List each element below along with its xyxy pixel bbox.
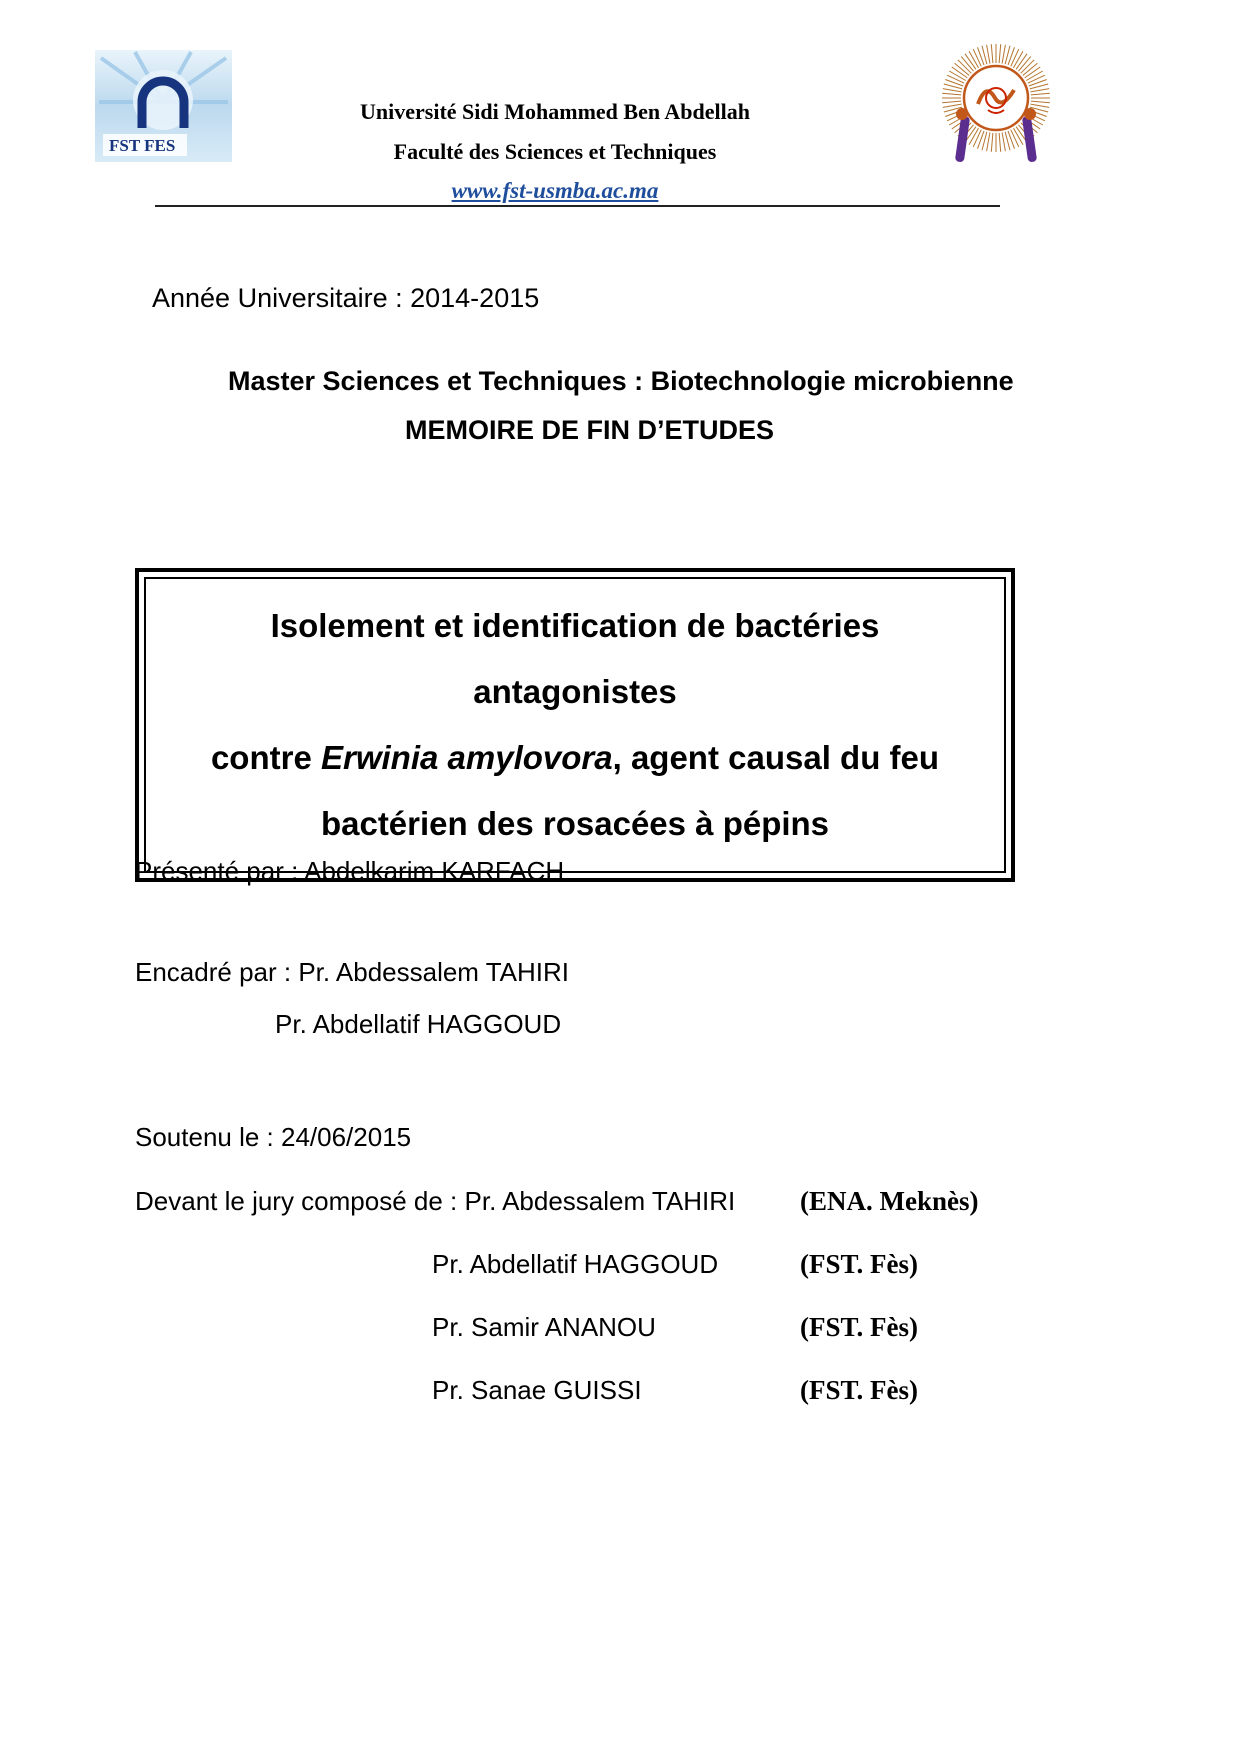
thesis-title-line2-post: , agent causal du feu [612, 739, 940, 776]
thesis-title-line1: Isolement et identification de bactéries antagonistes [270, 607, 880, 710]
jury-member-affiliation: (FST. Fès) [800, 1249, 918, 1279]
university-name: Université Sidi Mohammed Ben Abdellah [360, 99, 750, 124]
university-seal [938, 40, 1054, 170]
seal-torch-left [955, 116, 970, 163]
program-title: Master Sciences et Techniques : Biotechnologie microbienne [228, 366, 1014, 396]
jury-row [135, 1249, 1135, 1289]
jury-member-affiliation: (FST. Fès) [800, 1375, 918, 1405]
jury-row [135, 1186, 1135, 1226]
fst-logo-label: FST FES [109, 136, 176, 155]
supervisor-2: Pr. Abdellatif HAGGOUD [275, 1009, 562, 1039]
defense-date: Soutenu le : 24/06/2015 [135, 1122, 412, 1152]
jury-member-name: Pr. Abdellatif HAGGOUD [432, 1249, 719, 1279]
jury-member-affiliation: (ENA. Meknès) [800, 1186, 979, 1216]
thesis-title-line2 [166, 725, 984, 791]
header-divider [155, 205, 1000, 207]
memoir-title: MEMOIRE DE FIN D’ETUDES [405, 415, 775, 445]
thesis-title-box-inner [144, 577, 1006, 873]
website-link[interactable]: www.fst-usmba.ac.ma [451, 178, 659, 203]
presented-by: Présenté par : Abdelkarim KARFACH [135, 856, 565, 886]
jury-intro: Devant le jury composé de : [135, 1186, 465, 1216]
academic-year: Année Universitaire : 2014-2015 [152, 283, 540, 313]
header-block [155, 92, 955, 204]
thesis-title-species: Erwinia amylovora [320, 739, 613, 776]
faculty-name: Faculté des Sciences et Techniques [393, 139, 717, 164]
jury-row [135, 1312, 1135, 1352]
thesis-title-box [135, 568, 1015, 882]
jury-member-name: Pr. Abdessalem TAHIRI [464, 1186, 736, 1216]
supervised-by: Encadré par : Pr. Abdessalem TAHIRI [135, 957, 570, 987]
jury-member-name: Pr. Samir ANANOU [432, 1312, 656, 1342]
jury-row [135, 1375, 1135, 1415]
jury-member-name: Pr. Sanae GUISSI [432, 1375, 642, 1405]
seal-torch-right [1022, 116, 1037, 163]
thesis-title-line2-pre: contre [210, 739, 321, 776]
thesis-title-line3: bactérien des rosacées à pépins [320, 805, 830, 842]
jury-member-affiliation: (FST. Fès) [800, 1312, 918, 1342]
university-seal-icon [938, 40, 1054, 170]
jury-intro-and-member-1 [135, 1186, 735, 1217]
